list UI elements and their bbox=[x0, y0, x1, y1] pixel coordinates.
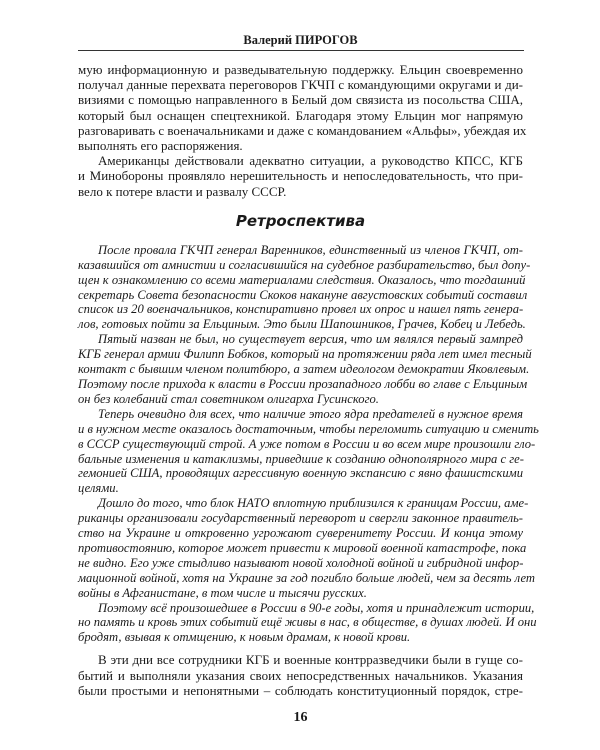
text-line: В эти дни все сотрудники КГБ и военные контрразведчики были в гуще со- bbox=[98, 652, 523, 668]
text-line: Американцы действовали адекватно ситуации, а руководство КПСС, КГБ bbox=[98, 153, 523, 169]
intro-text bbox=[78, 62, 527, 199]
paragraph bbox=[78, 652, 523, 698]
text-line: контакт с бывшим членом политбюро, а затем идеологом демократии Яковлевым. bbox=[78, 362, 530, 377]
text-line: бытий и выполняли указания своих непосредственных начальников. Указания bbox=[78, 667, 523, 683]
paragraph bbox=[78, 496, 535, 600]
text-line: войны в Афганистане, в том числе и тысячи русских. bbox=[78, 585, 367, 600]
text-line: Дошло до того, что блок НАТО вплотную приблизился к границам России, аме- bbox=[98, 496, 529, 511]
text-line: который был оснащен спецтехникой. Благодаря этому Ельцин мог напрямую bbox=[78, 107, 523, 123]
text-line: бальные изменения и катаклизмы, приведшие к созданию однополярного мира с ге- bbox=[78, 451, 524, 466]
text-line: секретарь Совета безопасности Скоков накануне августовских событий составил bbox=[78, 287, 528, 302]
running-head: Валерий ПИРОГОВ bbox=[243, 33, 358, 47]
text-line: вело к потере власти и развалу СССР. bbox=[78, 183, 287, 199]
header-rule bbox=[78, 50, 524, 51]
text-line: КГБ генерал армии Филипп Бобков, который на протяжении ряда лет имел тесный bbox=[78, 347, 532, 362]
text-line: и Минобороны проявляло нерешительность и непоследовательность, что при- bbox=[78, 168, 523, 184]
text-line: получал данные перехвата переговоров ГКЧП с командующими округами и ди- bbox=[78, 77, 523, 93]
text-line: разговаривать с военачальниками и даже с командованием «Альфы», убеждая их bbox=[78, 122, 527, 138]
book-page bbox=[78, 0, 539, 727]
text-line: и в нужном месте оказалось достаточным, чтобы переломить ситуацию и сменить bbox=[78, 421, 539, 436]
text-line: мационной войной, хотя на Украине за год погибло больше людей, чем за десять лет bbox=[78, 570, 535, 585]
text-line: казавшийся от амнистии и согласившийся на судебное разбирательство, был допу- bbox=[78, 257, 531, 272]
section-heading: Ретроспектива bbox=[235, 211, 366, 230]
paragraph bbox=[78, 242, 531, 332]
text-line: Поэтому после прихода к власти в России прозападного лобби во главе с Ельциным bbox=[78, 376, 528, 391]
text-line: не видно. Его уже стыдливо называют новой холодной войной и гибридной инфор- bbox=[78, 555, 524, 570]
text-line: бродят, взывая к отмщению, к новым драмам, к новой крови. bbox=[78, 630, 411, 645]
page-number: 16 bbox=[293, 709, 308, 725]
paragraph bbox=[78, 600, 537, 646]
text-line: Пятый назван не был, но существует версия, что им являлся первый зампред bbox=[98, 332, 523, 347]
closing-text bbox=[78, 652, 523, 698]
text-line: Поэтому всё произошедшее в России в 90-е годы, хотя и принадлежит истории, bbox=[98, 600, 535, 615]
text-line: он без колебаний стал советником олигарха Гусинского. bbox=[78, 391, 379, 406]
text-line: риканцы организовали государственный переворот и свергли законное правитель- bbox=[78, 511, 523, 526]
text-line: После провала ГКЧП генерал Варенников, единственный из членов ГКЧП, от- bbox=[98, 242, 523, 257]
text-line: список из 20 военачальников, конспиративно провел их опрос и нашел пять генера- bbox=[78, 302, 524, 317]
text-line: но память и кровь этих событий ещё живы в нас, в обществе, в душах людей. И они bbox=[78, 615, 537, 630]
text-line: мую информационную и разведывательную поддержку. Ельцин своевременно bbox=[78, 62, 523, 77]
text-line: противостоянию, которое может привести к мировой военной катастрофе, пока bbox=[78, 540, 527, 555]
text-line: ство на Украине и откровенно угрожают суверенитету России. И конца этому bbox=[78, 526, 523, 541]
text-line: были простыми и непонятными – соблюдать конституционный порядок, стре- bbox=[78, 682, 523, 698]
text-line: в СССР существующий строй. А уже потом в России и во всем мире произошли гло- bbox=[78, 436, 536, 451]
text-line: визиями с помощью направленного в Белый дом связиста из посольства США, bbox=[78, 92, 523, 108]
text-line: гемонией США, проводящих агрессивную военную экспансию с явно фашистскими bbox=[78, 466, 523, 481]
text-line: лов, готовых пойти за Ельциным. Это были Шапошников, Грачев, Кобец и Лебедь. bbox=[78, 317, 526, 332]
paragraph bbox=[78, 406, 539, 496]
paragraph bbox=[78, 332, 532, 407]
text-line: выполнять его распоряжения. bbox=[78, 138, 243, 154]
retrospective-text bbox=[78, 242, 539, 645]
paragraph bbox=[78, 62, 527, 154]
text-line: щен к ознакомлению со всеми материалами следствия. Оказалось, что тогдашний bbox=[78, 272, 526, 287]
paragraph bbox=[78, 153, 523, 199]
text-line: целями. bbox=[78, 481, 119, 496]
text-line: Теперь очевидно для всех, что наличие этого ядра предателей в нужное время bbox=[98, 406, 523, 421]
